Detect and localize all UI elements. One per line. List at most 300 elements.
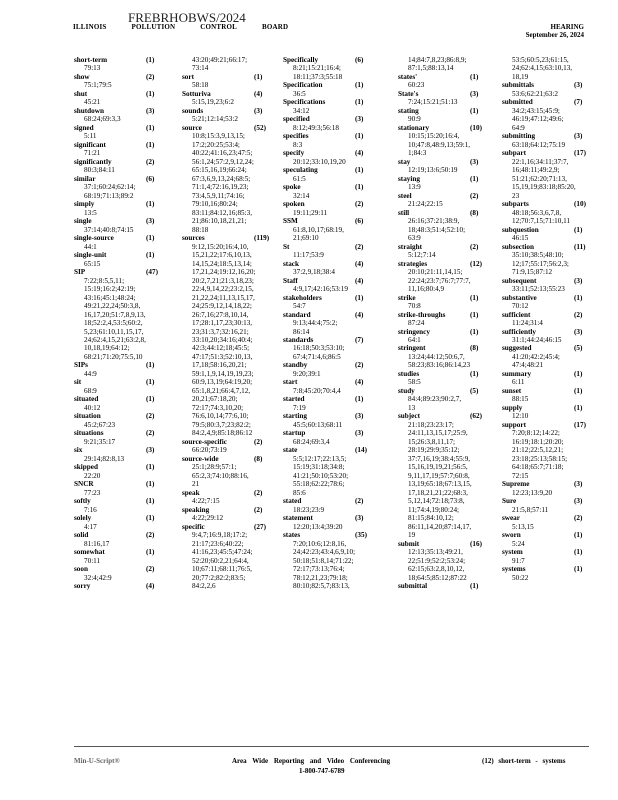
index-reference-line: 90:9 xyxy=(408,115,421,124)
index-entry xyxy=(502,497,602,514)
index-reference-line: 24:11,13,15,17;25:9, xyxy=(408,429,468,438)
index-count: (2) xyxy=(146,412,155,421)
index-count: (2) xyxy=(574,514,583,523)
index-entry xyxy=(74,268,174,361)
index-reference-line: 6:11 xyxy=(512,378,525,387)
index-reference-line: 64:1 xyxy=(408,335,421,344)
index-term: single-unit xyxy=(74,251,107,260)
index-term: softly xyxy=(74,497,91,506)
index-entry xyxy=(502,387,602,404)
index-reference-line: 15,21,22;17:6,10,13, xyxy=(192,251,252,260)
index-entry xyxy=(398,73,498,90)
index-reference-line: 23:18;25:13;58:15; xyxy=(512,454,568,463)
index-reference-line: 17,18,21,21;22;68:3, xyxy=(408,488,468,497)
footer-page-range: (12) short-term - systems xyxy=(482,757,566,765)
index-count: (1) xyxy=(146,200,155,209)
index-reference-line: 12:13;35:13;49:21, xyxy=(408,548,463,557)
index-reference-line: 68:21;71:20;75:5,10 xyxy=(84,352,143,361)
index-count: (4) xyxy=(355,276,364,285)
index-count: (3) xyxy=(574,327,583,336)
index-count: (3) xyxy=(574,132,583,141)
index-entry xyxy=(502,98,602,132)
index-count: (1) xyxy=(574,293,583,302)
index-reference-line: 21,22,24;11,13,15,17, xyxy=(192,293,255,302)
index-count: (10) xyxy=(470,123,482,132)
index-reference-line: 32:4;42:9 xyxy=(84,573,112,582)
index-entry xyxy=(283,260,383,277)
index-count: (1) xyxy=(574,548,583,557)
index-count: (3) xyxy=(574,276,583,285)
index-reference-line: 20:12;33:10,19,20 xyxy=(293,157,346,166)
index-reference-line: 42:3;44:12;18;45:5; xyxy=(192,344,250,353)
index-reference-line: 68:24;69:3,3 xyxy=(84,115,121,124)
index-reference-line: 37:2,9,18;38:4 xyxy=(293,268,335,277)
footer-brand: Min-U-Script® xyxy=(74,757,120,765)
index-reference-line: 13:24;44:12;50:6,7, xyxy=(408,352,465,361)
index-reference-line: 33:11;52:13;55:23 xyxy=(512,285,565,294)
index-entry xyxy=(502,344,602,369)
index-term: Specifically xyxy=(283,56,319,64)
index-count: (1) xyxy=(355,395,364,404)
index-reference-line: 81:15;84:10,12; xyxy=(408,514,454,523)
index-reference-line: 31:1;44:24;46:15 xyxy=(512,335,562,344)
index-term: Sotturiva xyxy=(182,89,211,98)
index-reference-line: 63:9 xyxy=(408,234,421,243)
index-count: (1) xyxy=(146,361,155,370)
index-count: (1) xyxy=(146,234,155,243)
index-entry xyxy=(182,73,282,90)
index-reference-line: 45:2;67:23 xyxy=(84,420,116,429)
index-entry xyxy=(283,429,383,446)
index-term: summary xyxy=(502,369,532,378)
index-reference-line: 5,23;61:10,11,15,17, xyxy=(84,327,144,336)
index-entry xyxy=(398,294,498,311)
index-term: single-source xyxy=(74,234,114,243)
index-count: (8) xyxy=(470,208,479,217)
index-entry xyxy=(398,387,498,412)
index-count: (2) xyxy=(146,429,155,438)
index-reference-line: 24;62:4,15;63:10,13, xyxy=(512,64,573,73)
index-count: (1) xyxy=(146,395,155,404)
index-entry xyxy=(502,514,602,531)
index-reference-line: 58:5 xyxy=(408,378,421,387)
index-reference-line: 70:8 xyxy=(408,302,421,311)
index-entry xyxy=(182,506,282,523)
index-reference-line: 11:17;53:9 xyxy=(293,251,324,260)
index-reference-line: 60:9,13,19;64:19,20; xyxy=(192,378,253,387)
index-term: stated xyxy=(283,497,302,506)
index-term: steel xyxy=(398,191,412,200)
index-term: specific xyxy=(182,522,205,531)
index-term: subsequent xyxy=(502,276,537,285)
index-reference-line: 40:22;41:16,23;47:5; xyxy=(192,149,253,158)
index-count: (1) xyxy=(355,81,364,90)
index-entry xyxy=(182,455,282,489)
index-count: (4) xyxy=(146,582,155,591)
index-reference-line: 83:11;84:12,16;85:3, xyxy=(192,208,253,217)
index-reference-line: 72:17;73:13;76:4; xyxy=(293,565,345,574)
index-reference-line: 18,19 xyxy=(512,72,529,81)
index-count: (1) xyxy=(574,403,583,412)
index-count: (7) xyxy=(574,98,583,107)
index-entry xyxy=(283,311,383,336)
index-column xyxy=(502,56,602,582)
index-entry xyxy=(74,56,174,73)
index-count: (119) xyxy=(254,234,270,243)
index-count: (1) xyxy=(146,480,155,489)
index-entry xyxy=(74,480,174,497)
index-count: (5) xyxy=(470,386,479,395)
index-reference-line: 77:23 xyxy=(84,488,101,497)
index-reference-line: 10;47:8,48:9,13;59:1, xyxy=(408,140,471,149)
index-entry xyxy=(283,412,383,429)
index-count: (52) xyxy=(254,123,266,132)
index-reference-line: 68:19;71:13;89:2 xyxy=(84,191,134,200)
index-reference-line: 11;74:4,19;80:24; xyxy=(408,505,460,514)
index-count: (8) xyxy=(254,454,263,463)
index-term: Staff xyxy=(283,276,298,285)
index-reference-line: 47:17;51:3;52:10,13, xyxy=(192,352,253,361)
index-entry xyxy=(398,90,498,107)
index-reference-line: 7:19 xyxy=(293,403,306,412)
header-date: September 26, 2024 xyxy=(525,31,584,39)
index-entry xyxy=(502,56,602,81)
index-reference-line: 21:18;23:23:17; xyxy=(408,420,454,429)
index-reference-line: 8:21;15:21;16:4; xyxy=(293,64,341,73)
index-reference-line: 26:16;37:21;38:9, xyxy=(408,217,460,226)
index-term: source-specific xyxy=(182,437,227,446)
index-entry xyxy=(283,217,383,242)
index-count: (35) xyxy=(355,531,367,540)
index-reference-line: 56:1,24;57:2,9,12,24; xyxy=(192,157,254,166)
index-reference-line: 17:2;20:25;53:4; xyxy=(192,140,240,149)
index-entry xyxy=(398,328,498,345)
index-reference-line: 12;17;55:17;56:2,3; xyxy=(512,259,569,268)
index-reference-line: 70:11 xyxy=(84,556,101,565)
index-reference-line: 28:19;29:9;35:12; xyxy=(408,446,460,455)
index-count: (1) xyxy=(146,463,155,472)
index-count: (2) xyxy=(146,531,155,540)
index-reference-line: 65:15,16,19;66:24; xyxy=(192,166,247,175)
header-word: ILLINOIS xyxy=(73,23,107,31)
index-reference-line: 22:24;23:7;76:7;77:7, xyxy=(408,276,471,285)
index-reference-line: 15,19,19;83:18;85:20, xyxy=(512,183,576,192)
index-count: (2) xyxy=(254,488,263,497)
index-reference-line: 37:14;40:8;74:15 xyxy=(84,225,134,234)
index-reference-line: 20:2,7,21;21:3,18,23; xyxy=(192,276,254,285)
index-count: (8) xyxy=(470,344,479,353)
index-entry xyxy=(502,294,602,311)
index-count: (3) xyxy=(146,217,155,226)
index-term: system xyxy=(502,548,523,557)
index-count: (1) xyxy=(355,183,364,192)
index-reference-line: 72:17;74:3,10,20; xyxy=(192,403,244,412)
index-term: sunset xyxy=(502,386,522,395)
index-reference-line: 73:14 xyxy=(192,64,209,73)
index-entry xyxy=(182,124,282,234)
index-reference-line: 15,16,19,19,21;56:5, xyxy=(408,463,468,472)
index-entry xyxy=(398,158,498,175)
index-entry xyxy=(502,149,602,200)
index-term: systems xyxy=(502,565,526,574)
index-reference-line: 17,21,24;19:12,16,20; xyxy=(192,268,256,277)
index-reference-line: 54:7 xyxy=(293,302,306,311)
index-reference-line: 10:15;15:20;16:4, xyxy=(408,132,460,141)
index-reference-line: 22:20 xyxy=(84,471,101,480)
index-entry xyxy=(74,514,174,531)
index-entry xyxy=(502,565,602,582)
index-columns xyxy=(74,56,588,746)
index-reference-line: 61:5 xyxy=(293,174,306,183)
index-entry xyxy=(502,277,602,294)
index-reference-line: 52:20;60:2,21;64:4, xyxy=(192,556,249,565)
index-count: (1) xyxy=(574,386,583,395)
index-reference-line: 20,21;67:18,20; xyxy=(192,395,238,404)
index-count: (5) xyxy=(574,344,583,353)
footer-company: Area Wide Reporting and Video Conferencing xyxy=(232,757,391,765)
index-reference-line: 87:1,5;88:13,14 xyxy=(408,64,454,73)
index-term: sorry xyxy=(74,582,91,591)
index-reference-line: 71:21 xyxy=(84,149,101,158)
index-entry xyxy=(74,251,174,268)
index-entry xyxy=(398,344,498,369)
index-column xyxy=(182,56,282,591)
index-reference-line: 24;25:9,12,14,18,22; xyxy=(192,302,252,311)
index-term: Sure xyxy=(502,497,517,506)
index-count: (4) xyxy=(355,378,364,387)
index-reference-line: 47:4;48:21 xyxy=(512,361,544,370)
index-entry xyxy=(502,132,602,149)
index-entry xyxy=(502,328,602,345)
index-count: (1) xyxy=(254,72,263,81)
index-reference-line: 36:5 xyxy=(293,89,306,98)
index-reference-line: 44:1 xyxy=(84,242,97,251)
index-reference-line: 46:19;47:12;49:6; xyxy=(512,115,564,124)
index-entry xyxy=(74,463,174,480)
index-entry xyxy=(74,90,174,107)
index-entry xyxy=(502,200,602,225)
index-reference-line: 21:5,8;57:11 xyxy=(512,505,549,514)
index-count: (1) xyxy=(355,132,364,141)
index-reference-line: 65:2,3;74:10;88:16, xyxy=(192,471,249,480)
index-reference-line: 16;48:11;49:2,9; xyxy=(512,166,560,175)
index-entry xyxy=(283,243,383,260)
index-reference-line: 79:13 xyxy=(84,64,101,73)
index-reference-line: 34:12 xyxy=(293,106,310,115)
index-term: support xyxy=(502,420,526,429)
index-reference-line: 23 xyxy=(512,191,520,200)
index-term: significantly xyxy=(74,157,112,166)
index-reference-line: 8:3 xyxy=(293,140,303,149)
index-count: (1) xyxy=(574,565,583,574)
index-entry xyxy=(182,438,282,455)
index-count: (4) xyxy=(355,259,364,268)
index-term: simply xyxy=(74,200,95,209)
index-entry xyxy=(398,260,498,294)
index-term: specify xyxy=(283,149,305,158)
index-reference-line: 5:11 xyxy=(84,132,97,141)
index-reference-line: 4:17 xyxy=(84,522,97,531)
index-term: subsection xyxy=(502,242,534,251)
index-reference-line: 58:18 xyxy=(192,81,209,90)
index-count: (2) xyxy=(254,437,263,446)
index-reference-line: 79:10,16;80:24; xyxy=(192,200,238,209)
index-count: (3) xyxy=(355,514,364,523)
index-reference-line: 65:15 xyxy=(84,259,101,268)
header-hearing xyxy=(526,23,584,39)
index-term: studies xyxy=(398,369,420,378)
index-entry xyxy=(283,294,383,311)
header-word: BOARD xyxy=(261,23,289,31)
index-reference-line: 24;42:23;43:4,6,9,10; xyxy=(293,548,356,557)
index-reference-line: 35:10;38:5;48:10; xyxy=(512,251,564,260)
index-count: (1) xyxy=(470,369,479,378)
index-term: startup xyxy=(283,429,306,438)
index-count: (2) xyxy=(355,242,364,251)
index-count: (1) xyxy=(355,98,364,107)
index-entry xyxy=(283,497,383,514)
index-reference-line: 15:19;16:2;42:19; xyxy=(84,285,136,294)
index-reference-line: 9,11,17,19;57:7;60:8, xyxy=(408,471,470,480)
index-term: swear xyxy=(502,514,520,523)
index-reference-line: 45:21 xyxy=(84,98,101,107)
index-reference-line: 79:5;80:3,7;23;82:2; xyxy=(192,420,251,429)
index-count: (3) xyxy=(574,497,583,506)
index-count: (1) xyxy=(146,140,155,149)
index-count: (3) xyxy=(355,429,364,438)
index-term: soon xyxy=(74,565,88,574)
footer-phone: 1-800-747-6789 xyxy=(299,767,345,775)
index-reference-line: 17;28:1,17,23;30:13, xyxy=(192,319,253,328)
index-entry xyxy=(502,370,602,387)
index-term: submittal xyxy=(398,582,428,591)
index-entry xyxy=(502,548,602,565)
index-reference-line: 21:12;22:5,12,21; xyxy=(512,446,564,455)
index-term: source xyxy=(182,123,202,132)
index-reference-line: 86:11,14,20;87:14,17, xyxy=(408,522,472,531)
index-reference-line: 65:1,8,21;66:4,7,12, xyxy=(192,386,251,395)
index-entry xyxy=(502,421,602,480)
index-reference-line: 34:2;43:15;45:9; xyxy=(512,106,560,115)
index-count: (1) xyxy=(574,531,583,540)
index-term: SIPs xyxy=(74,361,88,370)
index-term: source-wide xyxy=(182,454,219,463)
index-count: (3) xyxy=(355,412,364,421)
index-term: sufficiently xyxy=(502,327,536,336)
index-term: straight xyxy=(398,242,422,251)
index-count: (10) xyxy=(574,200,586,209)
index-term: subpart xyxy=(502,149,526,158)
index-term: short-term xyxy=(74,56,108,64)
index-term: subparts xyxy=(502,200,529,209)
index-reference-line: 72:15 xyxy=(512,471,529,480)
index-count: (6) xyxy=(355,56,364,64)
index-term: solely xyxy=(74,514,92,523)
index-reference-line: 91:7 xyxy=(512,556,525,565)
index-reference-line: 16:18;50:3;53:10; xyxy=(293,344,345,353)
index-entry xyxy=(398,540,498,582)
index-count: (3) xyxy=(574,81,583,90)
index-term: study xyxy=(398,386,415,395)
index-entry xyxy=(74,234,174,251)
index-reference-line: 9:20;39:1 xyxy=(293,369,321,378)
index-entry xyxy=(283,166,383,183)
index-reference-line: 63:18;64:12;75:19 xyxy=(512,140,566,149)
index-count: (4) xyxy=(355,149,364,158)
index-reference-line: 9:13;44:4;75:2; xyxy=(293,319,338,328)
index-reference-line: 4:9,17;42:16;53:19 xyxy=(293,285,348,294)
index-column xyxy=(283,56,383,591)
index-entry xyxy=(398,243,498,260)
index-entry xyxy=(283,132,383,149)
index-reference-line: 24;62:4,15,21;63:2,8, xyxy=(84,335,146,344)
index-reference-line: 68:9 xyxy=(84,386,97,395)
index-reference-line: 5:12;7:14 xyxy=(408,251,436,260)
index-entry xyxy=(283,115,383,132)
index-reference-line: 7:24;15:21;51:13 xyxy=(408,98,458,107)
index-entry xyxy=(283,200,383,217)
index-reference-line: 25:1;28:9;57:1; xyxy=(192,463,237,472)
index-entry xyxy=(74,73,174,90)
index-entry xyxy=(502,404,602,421)
index-term: sit xyxy=(74,378,82,387)
index-count: (1) xyxy=(146,251,155,260)
index-reference-line: 18;52:2,4,53:5;60:2, xyxy=(84,319,143,328)
index-entry xyxy=(398,311,498,328)
index-reference-line: 13 xyxy=(408,403,416,412)
index-entry xyxy=(283,361,383,378)
index-reference-line: 19 xyxy=(408,531,416,540)
index-reference-line: 5:24 xyxy=(512,539,525,548)
index-entry xyxy=(74,124,174,141)
index-reference-line: 10,18,19;64:12; xyxy=(84,344,130,353)
index-count: (1) xyxy=(470,72,479,81)
index-reference-line: 67:3,6,9,13,24;68:5; xyxy=(192,174,251,183)
index-reference-line: 62:15;63:2,8,10,12, xyxy=(408,565,465,574)
index-reference-line: 55:18;62:22;78:6; xyxy=(293,480,345,489)
index-term: single xyxy=(74,217,92,226)
index-reference-line: 59:1,1,9,14,19,19,23; xyxy=(192,369,254,378)
index-term: submitting xyxy=(502,132,536,141)
index-reference-line: 11:24;31:4 xyxy=(512,319,543,328)
index-term: submittals xyxy=(502,81,534,90)
index-reference-line: 22;51:9;52:2;53:24; xyxy=(408,556,466,565)
index-reference-line: 7:20;10:6;12:8,16, xyxy=(293,539,347,548)
index-term: spoken xyxy=(283,200,305,209)
index-reference-line: 22:1,16;34:11;37:7, xyxy=(512,157,569,166)
index-reference-line: 50:18;51:8,14;71:22; xyxy=(293,556,354,565)
index-count: (2) xyxy=(470,242,479,251)
index-term: situations xyxy=(74,429,104,438)
index-reference-line: 9:21;35:17 xyxy=(84,437,116,446)
index-count: (1) xyxy=(470,174,479,183)
index-count: (17) xyxy=(574,149,586,158)
header-word: CONTROL xyxy=(200,23,238,31)
index-reference-line: 71:1,4;72:16,19,23; xyxy=(192,183,249,192)
index-count: (14) xyxy=(355,446,367,455)
index-reference-line: 80:10;82:5,7;83:13, xyxy=(293,582,350,591)
index-reference-line: 49:21,22,24;50:3,8, xyxy=(84,302,141,311)
index-entry xyxy=(283,531,383,590)
index-term: situation xyxy=(74,412,101,421)
index-count: (27) xyxy=(254,522,266,531)
index-reference-line: 37:1;60:24;62:14; xyxy=(84,183,136,192)
index-term: SNCR xyxy=(74,480,94,489)
index-count: (62) xyxy=(470,412,482,421)
index-term: sufficient xyxy=(502,310,531,319)
index-term: speaking xyxy=(182,505,210,514)
index-reference-line: 10:8;15:3,9,13,15; xyxy=(192,132,245,141)
